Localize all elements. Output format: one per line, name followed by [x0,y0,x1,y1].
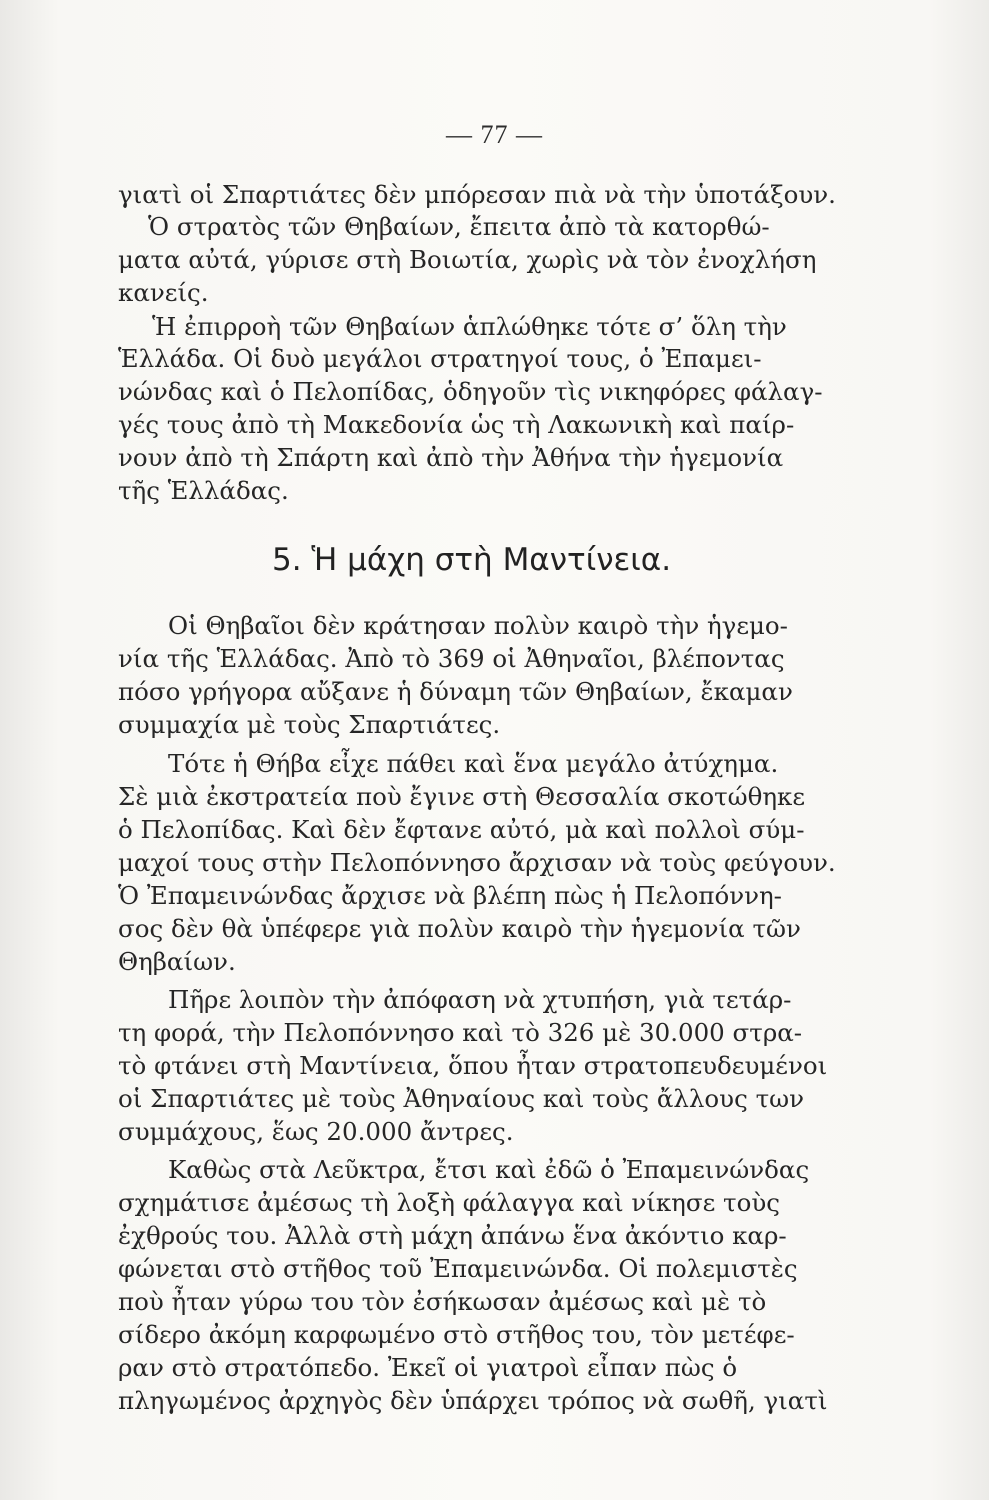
text-line: ποὺ ἦταν γύρω του τὸν ἐσήκωσαν ἀμέσως καὶ μὲ τὸ [118,1287,767,1316]
text-line: ὁ Πελοπίδας. Καὶ δὲν ἔφτανε αὐτό, μὰ καὶ πολλοὶ σύμ- [118,815,805,844]
text-line: οἱ Σπαρτιάτες μὲ τοὺς Ἀθηναίους καὶ τοὺς ἄλλους των [118,1084,804,1113]
text-line: σος δὲν θὰ ὑπέφερε γιὰ πολὺν καιρὸ τὴν ἡγεμονία τῶν [118,914,801,943]
text-line: μαχοί τους στὴν Πελοπόννησο ἄρχισαν νὰ τοὺς φεύγουν. [118,848,836,877]
text-line: νώνδας καὶ ὁ Πελοπίδας, ὁδηγοῦν τὶς νικηφόρες φάλαγ- [118,377,823,406]
text-line: νουν ἀπὸ τὴ Σπάρτη καὶ ἀπὸ τὴν Ἀθήνα τὴν ἡγεμονία [118,443,784,472]
text-line: Ἡ ἐπιρροὴ τῶν Θηβαίων ἁπλώθηκε τότε σ’ ὅλη τὴν [152,312,787,341]
text-line: τη φορά, τὴν Πελοπόννησο καὶ τὸ 326 μὲ 30.000 στρα- [118,1018,803,1047]
text-line: Σὲ μιὰ ἐκστρατεία ποὺ ἔγινε στὴ Θεσσαλία σκοτώθηκε [118,782,806,811]
text-line: Ὁ στρατὸς τῶν Θηβαίων, ἔπειτα ἀπὸ τὰ κατορθώ- [148,212,770,241]
text-line: συμμαχία μὲ τοὺς Σπαρτιάτες. [118,710,501,739]
text-line: Θηβαίων. [118,947,236,976]
text-line: ματα αὐτά, γύρισε στὴ Βοιωτία, χωρὶς νὰ τὸν ἐνοχλήση [118,245,817,274]
text-line: τὸ φτάνει στὴ Μαντίνεια, ὅπου ἦταν στρατοπευδευμένοι [118,1051,828,1080]
text-line: ραν στὸ στρατόπεδο. Ἐκεῖ οἱ γιατροὶ εἶπαν πὼς ὁ [118,1353,738,1382]
text-line: σίδερο ἀκόμη καρφωμένο στὸ στῆθος του, τὸν μετέφε- [118,1320,795,1349]
text-line: γές τους ἀπὸ τὴ Μακεδονία ὡς τὴ Λακωνικὴ καὶ παίρ- [118,410,795,439]
text-line: πληγωμένος ἀρχηγὸς δὲν ὑπάρχει τρόπος νὰ σωθῆ, γιατὶ [118,1386,828,1415]
text-line: Τότε ἡ Θήβα εἶχε πάθει καὶ ἕνα μεγάλο ἀτύχημα. [168,749,779,778]
text-line: Οἱ Θηβαῖοι δὲν κράτησαν πολὺν καιρὸ τὴν ἡγεμο- [168,611,788,640]
text-line: γιατὶ οἱ Σπαρτιάτες δὲν μπόρεσαν πιὰ νὰ τὴν ὑποτάξουν. [118,180,836,209]
text-line: φώνεται στὸ στῆθος τοῦ Ἐπαμεινώνδα. Οἱ πολεμιστὲς [118,1254,798,1283]
text-line: Πῆρε λοιπὸν τὴν ἀπόφαση νὰ χτυπήση, γιὰ τετάρ- [168,985,792,1014]
text-line: σχημάτισε ἀμέσως τὴ λοξὴ φάλαγγα καὶ νίκησε τοὺς [118,1188,780,1217]
section-heading: 5. Ἡ μάχη στὴ Μαντίνεια. [272,542,672,578]
text-line: Ἑλλάδα. Οἱ δυὸ μεγάλοι στρατηγοί τους, ὁ Ἐπαμει- [118,344,762,373]
text-line: τῆς Ἑλλάδας. [118,476,289,505]
text-line: νία τῆς Ἑλλάδας. Ἀπὸ τὸ 369 οἱ Ἀθηναῖοι, βλέποντας [118,644,785,673]
text-line: ἐχθρούς του. Ἀλλὰ στὴ μάχη ἀπάνω ἕνα ἀκόντιο καρ- [118,1221,787,1250]
text-line: συμμάχους, ἕως 20.000 ἄντρες. [118,1117,514,1146]
page-number: — 77 — [446,120,543,149]
text-line: κανείς. [118,278,209,307]
text-line: πόσο γρήγορα αὔξανε ἡ δύναμη τῶν Θηβαίων, ἔκαμαν [118,677,793,706]
text-line: Ὁ Ἐπαμεινώνδας ἄρχισε νὰ βλέπη πὼς ἡ Πελοπόννη- [118,881,782,910]
text-line: Καθὼς στὰ Λεῦκτρα, ἔτσι καὶ ἐδῶ ὁ Ἐπαμεινώνδας [168,1155,810,1184]
